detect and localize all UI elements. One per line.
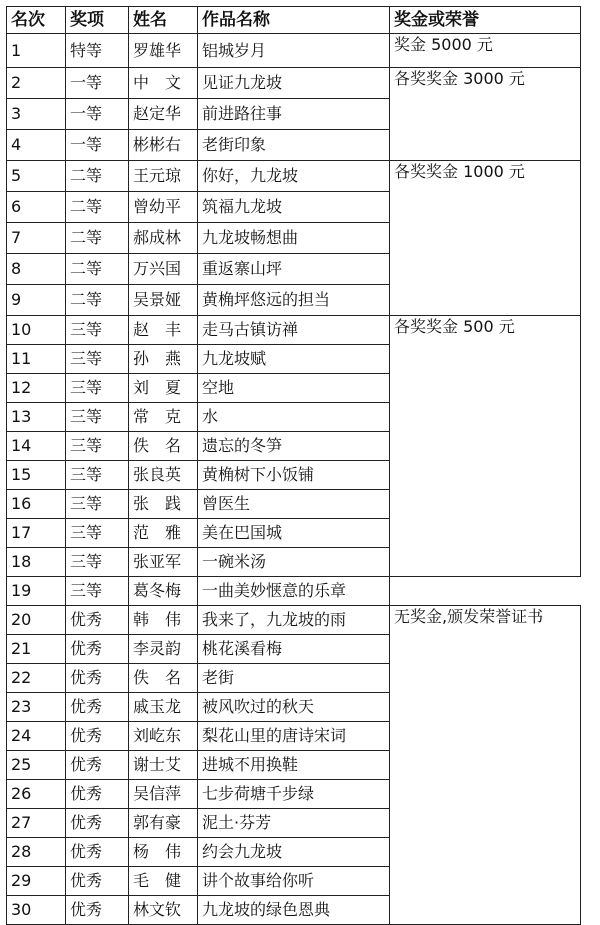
cell-prize: 各奖奖金 3000 元 bbox=[390, 68, 581, 161]
cell-name: 赵 丰 bbox=[129, 316, 198, 345]
cell-name: 常 克 bbox=[129, 403, 198, 432]
cell-rank: 30 bbox=[7, 896, 66, 925]
cell-title: 美在巴国城 bbox=[198, 519, 390, 548]
cell-award: 二等 bbox=[66, 285, 129, 316]
cell-title: 你好，九龙坡 bbox=[198, 161, 390, 192]
cell-title: 讲个故事给你听 bbox=[198, 867, 390, 896]
cell-title: 前进路往事 bbox=[198, 99, 390, 130]
cell-name: 刘 夏 bbox=[129, 374, 198, 403]
cell-rank: 12 bbox=[7, 374, 66, 403]
cell-name: 彬彬右 bbox=[129, 130, 198, 161]
cell-title: 水 bbox=[198, 403, 390, 432]
cell-rank: 19 bbox=[7, 577, 66, 606]
table-row bbox=[7, 606, 581, 635]
cell-award: 优秀 bbox=[66, 722, 129, 751]
header-title: 作品名称 bbox=[198, 7, 390, 34]
cell-prize: 无奖金,颁发荣誉证书 bbox=[390, 606, 581, 925]
cell-award: 三等 bbox=[66, 461, 129, 490]
cell-rank: 5 bbox=[7, 161, 66, 192]
cell-title: 老街印象 bbox=[198, 130, 390, 161]
cell-title: 我来了，九龙坡的雨 bbox=[198, 606, 390, 635]
cell-name: 李灵韵 bbox=[129, 635, 198, 664]
cell-award: 三等 bbox=[66, 403, 129, 432]
cell-title: 梨花山里的唐诗宋词 bbox=[198, 722, 390, 751]
cell-title: 见证九龙坡 bbox=[198, 68, 390, 99]
cell-name: 郭有豪 bbox=[129, 809, 198, 838]
cell-award: 三等 bbox=[66, 316, 129, 345]
table-row bbox=[7, 316, 581, 345]
cell-award: 三等 bbox=[66, 519, 129, 548]
cell-title: 一曲美妙惬意的乐章 bbox=[198, 577, 390, 606]
cell-name: 韩 伟 bbox=[129, 606, 198, 635]
cell-award: 一等 bbox=[66, 130, 129, 161]
cell-rank: 2 bbox=[7, 68, 66, 99]
cell-name: 林文钦 bbox=[129, 896, 198, 925]
cell-name: 张 践 bbox=[129, 490, 198, 519]
cell-name: 郝成林 bbox=[129, 223, 198, 254]
cell-title: 九龙坡畅想曲 bbox=[198, 223, 390, 254]
cell-name: 佚 名 bbox=[129, 664, 198, 693]
cell-award: 优秀 bbox=[66, 838, 129, 867]
cell-award: 优秀 bbox=[66, 780, 129, 809]
cell-name: 张良英 bbox=[129, 461, 198, 490]
cell-rank: 8 bbox=[7, 254, 66, 285]
cell-rank: 24 bbox=[7, 722, 66, 751]
cell-title: 约会九龙坡 bbox=[198, 838, 390, 867]
cell-award: 三等 bbox=[66, 577, 129, 606]
cell-rank: 18 bbox=[7, 548, 66, 577]
cell-rank: 21 bbox=[7, 635, 66, 664]
cell-name: 戚玉龙 bbox=[129, 693, 198, 722]
cell-rank: 4 bbox=[7, 130, 66, 161]
cell-title: 一碗米汤 bbox=[198, 548, 390, 577]
cell-award: 优秀 bbox=[66, 896, 129, 925]
cell-award: 三等 bbox=[66, 374, 129, 403]
cell-title: 铝城岁月 bbox=[198, 34, 390, 68]
cell-rank: 3 bbox=[7, 99, 66, 130]
cell-title: 曾医生 bbox=[198, 490, 390, 519]
table-row bbox=[7, 68, 581, 99]
cell-prize: 各奖奖金 500 元 bbox=[390, 316, 581, 577]
cell-rank: 16 bbox=[7, 490, 66, 519]
cell-name: 万兴国 bbox=[129, 254, 198, 285]
cell-award: 二等 bbox=[66, 161, 129, 192]
cell-title: 走马古镇访禅 bbox=[198, 316, 390, 345]
header-rank: 名次 bbox=[7, 7, 66, 34]
cell-rank: 13 bbox=[7, 403, 66, 432]
cell-name: 佚 名 bbox=[129, 432, 198, 461]
cell-name: 曾幼平 bbox=[129, 192, 198, 223]
cell-title: 九龙坡的绿色恩典 bbox=[198, 896, 390, 925]
cell-rank: 14 bbox=[7, 432, 66, 461]
cell-award: 三等 bbox=[66, 432, 129, 461]
cell-name: 中 文 bbox=[129, 68, 198, 99]
cell-title: 被风吹过的秋天 bbox=[198, 693, 390, 722]
table-row bbox=[7, 34, 581, 68]
cell-award: 优秀 bbox=[66, 751, 129, 780]
cell-rank: 17 bbox=[7, 519, 66, 548]
table-row bbox=[7, 577, 581, 606]
cell-award: 三等 bbox=[66, 490, 129, 519]
cell-title: 黄桷树下小饭铺 bbox=[198, 461, 390, 490]
cell-name: 吴景娅 bbox=[129, 285, 198, 316]
awards-table bbox=[6, 6, 581, 925]
cell-rank: 25 bbox=[7, 751, 66, 780]
cell-award: 三等 bbox=[66, 548, 129, 577]
cell-award: 三等 bbox=[66, 345, 129, 374]
cell-title: 黄桷坪悠远的担当 bbox=[198, 285, 390, 316]
cell-title: 重返寨山坪 bbox=[198, 254, 390, 285]
cell-name: 范 雅 bbox=[129, 519, 198, 548]
cell-rank: 29 bbox=[7, 867, 66, 896]
cell-rank: 22 bbox=[7, 664, 66, 693]
cell-rank: 1 bbox=[7, 34, 66, 68]
header-prize: 奖金或荣誉 bbox=[390, 7, 581, 34]
cell-title: 桃花溪看梅 bbox=[198, 635, 390, 664]
cell-rank: 26 bbox=[7, 780, 66, 809]
cell-name: 毛 健 bbox=[129, 867, 198, 896]
cell-title: 九龙坡赋 bbox=[198, 345, 390, 374]
cell-name: 葛冬梅 bbox=[129, 577, 198, 606]
cell-name: 孙 燕 bbox=[129, 345, 198, 374]
cell-prize: 奖金 5000 元 bbox=[390, 34, 581, 68]
cell-title: 筑福九龙坡 bbox=[198, 192, 390, 223]
cell-rank: 6 bbox=[7, 192, 66, 223]
table-row bbox=[7, 161, 581, 192]
cell-rank: 10 bbox=[7, 316, 66, 345]
cell-award: 优秀 bbox=[66, 664, 129, 693]
cell-rank: 15 bbox=[7, 461, 66, 490]
header-name: 姓名 bbox=[129, 7, 198, 34]
header-award: 奖项 bbox=[66, 7, 129, 34]
cell-title: 七步荷塘千步绿 bbox=[198, 780, 390, 809]
cell-rank: 9 bbox=[7, 285, 66, 316]
cell-name: 杨 伟 bbox=[129, 838, 198, 867]
cell-rank: 7 bbox=[7, 223, 66, 254]
cell-title: 泥土·芬芳 bbox=[198, 809, 390, 838]
cell-award: 一等 bbox=[66, 68, 129, 99]
cell-title: 遗忘的冬笋 bbox=[198, 432, 390, 461]
cell-rank: 23 bbox=[7, 693, 66, 722]
cell-award: 优秀 bbox=[66, 867, 129, 896]
cell-name: 谢士艾 bbox=[129, 751, 198, 780]
cell-name: 刘屹东 bbox=[129, 722, 198, 751]
cell-award: 特等 bbox=[66, 34, 129, 68]
cell-prize: 各奖奖金 1000 元 bbox=[390, 161, 581, 316]
cell-award: 优秀 bbox=[66, 693, 129, 722]
cell-award: 优秀 bbox=[66, 635, 129, 664]
cell-award: 二等 bbox=[66, 192, 129, 223]
cell-title: 老街 bbox=[198, 664, 390, 693]
cell-name: 赵定华 bbox=[129, 99, 198, 130]
table-header-row bbox=[7, 7, 581, 34]
cell-rank: 27 bbox=[7, 809, 66, 838]
cell-name: 王元琼 bbox=[129, 161, 198, 192]
cell-rank: 20 bbox=[7, 606, 66, 635]
cell-award: 二等 bbox=[66, 223, 129, 254]
cell-award: 优秀 bbox=[66, 809, 129, 838]
cell-award: 优秀 bbox=[66, 606, 129, 635]
cell-title: 进城不用换鞋 bbox=[198, 751, 390, 780]
cell-rank: 28 bbox=[7, 838, 66, 867]
cell-rank: 11 bbox=[7, 345, 66, 374]
cell-name: 罗雄华 bbox=[129, 34, 198, 68]
cell-award: 一等 bbox=[66, 99, 129, 130]
cell-name: 吴信萍 bbox=[129, 780, 198, 809]
cell-award: 二等 bbox=[66, 254, 129, 285]
cell-title: 空地 bbox=[198, 374, 390, 403]
cell-name: 张亚军 bbox=[129, 548, 198, 577]
